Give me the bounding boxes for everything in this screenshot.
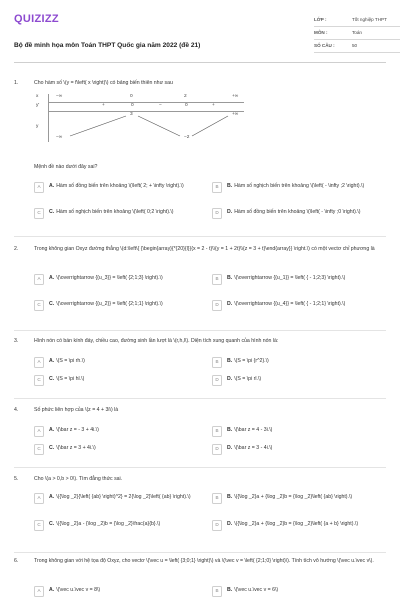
y-value: +∞ [232,112,239,117]
option-text [227,444,272,452]
option-letter-box: D [212,375,222,386]
option-content: \(\overrightarrow {{u_1}} = \left( { - 1;2;3} \right).\) [234,275,346,281]
option-letter-box: A [34,586,44,597]
worksheet-header [14,12,386,60]
option-letter-box: B [212,357,222,368]
decreasing-arrow [138,116,180,136]
option-label: C. [49,445,55,451]
derivative-zero: 0 [131,103,134,108]
question-4 [14,407,386,461]
option-content: Hàm số đồng biến trên khoảng \(\left( - \infty ;0 \right).\) [234,209,361,215]
option-text [227,493,352,501]
option-label: C. [49,301,55,307]
option-label: A. [49,358,55,364]
question-5 [14,476,386,548]
question-text: Cho hàm số \(y = f\left( x \right)\) có bảng biến thiên như sau [34,80,173,86]
option-content: Hàm số đồng biến trên khoảng \(\left( 2; + \infty \right).\) [56,183,184,189]
meta-row-count [314,40,400,53]
option-text [49,444,96,452]
option-label: A. [49,183,55,189]
meta-value: 50 [352,42,358,48]
option-label: C. [49,209,55,215]
option-letter-box: B [212,426,222,437]
question-divider [14,398,386,399]
option-text [49,300,163,308]
option-content: \(\vec u.\vec v = 6\) [234,587,279,593]
option-label: D. [227,521,233,527]
question-number: 5. [14,476,19,482]
option-c[interactable] [34,375,212,386]
option-letter-box: A [34,357,44,368]
x-value: −∞ [56,94,63,99]
option-letter-box: A [34,274,44,285]
option-label: D. [227,376,233,382]
derivative-sign: − [159,103,162,108]
option-a[interactable] [34,426,212,437]
option-text [227,426,272,434]
derivative-sign: + [102,103,105,108]
question-text: Số phức liên hợp của \(z = 4 + 3i\) là [34,407,119,413]
meta-row-class [314,14,400,27]
meta-row-subject [314,27,400,40]
option-d[interactable] [212,520,390,531]
option-text [49,586,100,594]
option-label: D. [227,209,233,215]
option-a[interactable] [34,357,212,368]
option-letter-box: C [34,375,44,386]
header-divider [14,62,386,63]
option-a[interactable] [34,493,212,504]
question-1 [14,80,386,230]
option-b[interactable] [212,586,390,597]
x-value: +∞ [232,94,239,99]
option-letter-box: D [212,208,222,219]
option-text [227,208,360,216]
option-content: \(S = \pi {r^2}.\) [234,358,269,364]
option-letter-box: A [34,493,44,504]
quizizz-logo: QUIZIZZ [14,13,59,25]
y-value: 3 [130,112,133,117]
meta-key: MÔN : [314,29,328,35]
option-label: A. [49,587,55,593]
option-letter-box: A [34,182,44,193]
option-c[interactable] [34,520,212,531]
option-d[interactable] [212,300,390,311]
question-prompt: Mệnh đề nào dưới đây sai? [34,164,98,170]
option-text [49,375,84,383]
option-label: A. [49,427,55,433]
option-label: B. [227,275,233,281]
option-letter-box: B [212,274,222,285]
meta-table [314,14,400,53]
meta-key: SỐ CÂU : [314,42,335,48]
meta-value: Tốt nghiệp THPT [352,16,387,22]
meta-value: Toán [352,29,362,35]
option-content: \({\log _2}{\left( {ab} \right)^2} = 2{\log _2}\left( {ab} \right).\) [56,494,191,500]
option-b[interactable] [212,274,390,285]
x-value: 0 [130,94,133,99]
option-content: \(\overrightarrow {{u_3}} = \left( {2;1;3} \right).\) [56,275,163,281]
option-a[interactable] [34,586,212,597]
option-content: \(S = \pi rl.\) [234,376,262,382]
option-d[interactable] [212,208,390,219]
option-letter-box: C [34,520,44,531]
option-letter-box: A [34,426,44,437]
option-text [49,274,163,282]
question-3 [14,338,386,392]
option-c[interactable] [34,300,212,311]
increasing-arrow [70,116,126,136]
option-label: D. [227,301,233,307]
question-divider [14,552,386,553]
variation-table [34,94,244,142]
question-divider [14,330,386,331]
option-text [49,520,160,528]
option-text [227,357,269,365]
option-text [49,357,85,365]
option-letter-box: D [212,300,222,311]
option-text [49,493,191,501]
option-letter-box: C [34,208,44,219]
option-content: Hàm số nghịch biến trên khoảng \(\left( 0;2 \right).\) [56,209,174,215]
option-b[interactable] [212,182,390,193]
option-letter-box: B [212,586,222,597]
question-6 [14,558,386,600]
option-text [49,426,99,434]
option-d[interactable] [212,444,390,455]
option-label: A. [49,275,55,281]
option-content: \(\bar z = 3 - 4i.\) [234,445,273,451]
question-text: Hình nón có bán kính đáy, chiều cao, đường sinh lần lượt là \(r,h,l\). Diện tích xung quanh của hình nón là: [34,338,279,344]
option-content: \(S = \pi hl.\) [56,376,85,382]
option-d[interactable] [212,375,390,386]
option-label: B. [227,494,233,500]
option-label: B. [227,427,233,433]
question-number: 3. [14,338,19,344]
option-a[interactable] [34,274,212,285]
option-b[interactable] [212,426,390,437]
option-content: Hàm số nghịch biến trên khoảng \(\left( - \infty ;2 \right).\) [234,183,365,189]
row-label-y: y [36,124,39,129]
x-value: 2 [184,94,187,99]
increasing-arrow [192,116,228,136]
question-2 [14,246,386,324]
option-content: \(\bar z = - 3 + 4i.\) [56,427,99,433]
row-label-dy: y' [36,103,40,108]
y-value: −2 [184,135,190,140]
y-value: −∞ [56,135,63,140]
derivative-sign: + [212,103,215,108]
option-text [49,182,184,190]
question-divider [14,467,386,468]
option-content: \({\log _2}a + {\log _2}b = {\log _2}\left( {a + b} \right).\) [234,521,359,527]
option-label: B. [227,358,233,364]
option-letter-box: D [212,444,222,455]
question-number: 2. [14,246,19,252]
option-label: C. [49,376,55,382]
question-text: Trong không gian Oxyz đường thẳng \(d:\left\{ {\begin{array}{*{20}{l}}{x = 2 - t}\\{y = 1 + 2t}\\{z = 3 + t}\end{array}} \right.\) có một vectơ chỉ phương là [34,246,375,252]
document-title: Bộ đề minh họa môn Toán THPT Quốc gia năm 2022 (đề 21) [14,42,201,49]
option-content: \(\overrightarrow {{u_4}} = \left( { - 1;2;1} \right).\) [234,301,346,307]
option-b[interactable] [212,357,390,368]
option-letter-box: C [34,444,44,455]
option-c[interactable] [34,444,212,455]
option-letter-box: D [212,520,222,531]
option-a[interactable] [34,182,212,193]
option-text [227,586,278,594]
question-divider [14,236,386,237]
meta-key: LỚP : [314,16,327,22]
option-text [227,520,358,528]
option-c[interactable] [34,208,212,219]
option-label: D. [227,445,233,451]
row-label-x: x [36,94,39,99]
option-text [49,208,174,216]
option-label: A. [49,494,55,500]
option-text [227,182,364,190]
question-number: 6. [14,558,19,564]
option-label: C. [49,521,55,527]
question-number: 4. [14,407,19,413]
variation-arrows [34,94,244,142]
option-letter-box: B [212,182,222,193]
option-text [227,375,261,383]
question-text: Trong không gian với hệ tọa độ Oxyz, cho vectơ \(\vec u = \left( {3;0;1} \right)\) và \(\vec v = \left( {2;1;0} \right)\). Tính tích vô hướng \(\vec u.\vec v\). [34,558,374,564]
option-content: \(\vec u.\vec v = 8\) [56,587,101,593]
derivative-zero: 0 [185,103,188,108]
question-number: 1. [14,80,19,86]
option-text [227,300,345,308]
option-content: \({\log _2}a + {\log _2}b = {\log _2}\left( {ab} \right).\) [234,494,353,500]
option-content: \(\bar z = 4 - 3i.\) [234,427,273,433]
option-content: \(S = \pi rh.\) [56,358,85,364]
option-label: B. [227,183,233,189]
option-content: \({\log _2}a - {\log _2}b = {\log _2}\frac{a}{b}.\) [56,521,161,527]
question-text: Cho \(a > 0,b > 0\). Tìm đẳng thức sai. [34,476,123,482]
option-text [227,274,345,282]
option-b[interactable] [212,493,390,504]
option-letter-box: B [212,493,222,504]
option-content: \(\overrightarrow {{u_2}} = \left( {2;1;1} \right).\) [56,301,163,307]
option-label: B. [227,587,233,593]
option-letter-box: C [34,300,44,311]
option-content: \(\bar z = 3 + 4i.\) [56,445,96,451]
